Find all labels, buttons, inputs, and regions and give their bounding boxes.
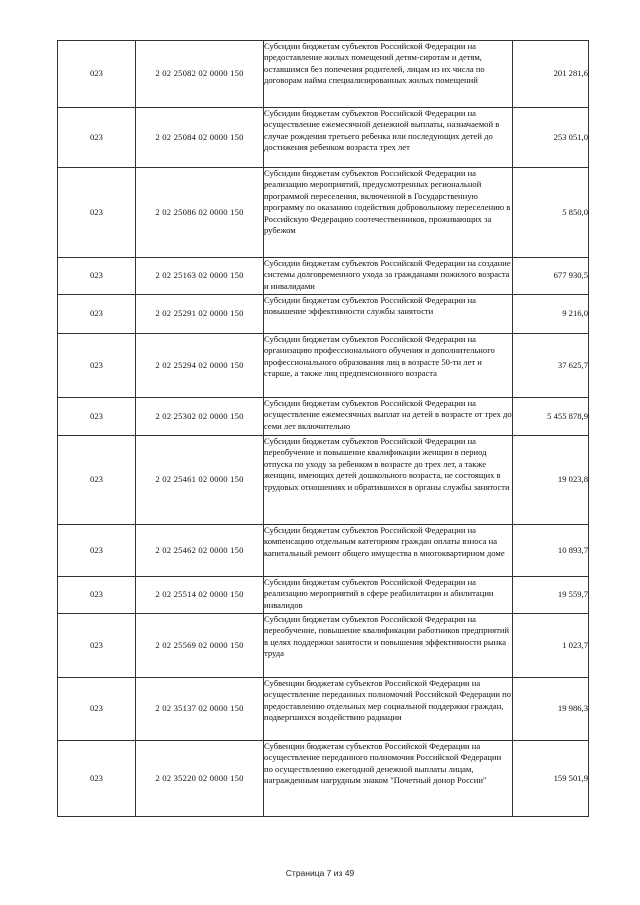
budget-code-cell: 2 02 25461 02 0000 150 (136, 436, 264, 525)
admin-code-cell: 023 (58, 334, 136, 398)
table-row (58, 614, 589, 678)
budget-code-cell: 2 02 25084 02 0000 150 (136, 108, 264, 168)
description-cell: Субсидии бюджетам субъектов Российской Федерации на предоставление жилых помещений детям-сиротам и детям, оставшимся без попечения родителей, лицам из их числа по договорам найма специализированных жилых помещений (264, 41, 513, 108)
amount-cell: 1 023,7 (513, 614, 589, 678)
amount-cell: 19 986,3 (513, 678, 589, 741)
amount-cell: 37 625,7 (513, 334, 589, 398)
table-row (58, 334, 589, 398)
table-row (58, 398, 589, 436)
amount-cell: 19 559,7 (513, 577, 589, 614)
amount-cell: 201 281,6 (513, 41, 589, 108)
revenue-table (57, 40, 589, 817)
amount-cell: 19 023,8 (513, 436, 589, 525)
budget-code-cell: 2 02 35220 02 0000 150 (136, 741, 264, 817)
description-cell: Субсидии бюджетам субъектов Российской Федерации на компенсацию отдельным категориям граждан оплаты взноса на капитальный ремонт общего имущества в многоквартирном доме (264, 525, 513, 577)
admin-code-cell: 023 (58, 741, 136, 817)
admin-code-cell: 023 (58, 614, 136, 678)
table-row (58, 108, 589, 168)
admin-code-cell: 023 (58, 577, 136, 614)
amount-cell: 253 051,0 (513, 108, 589, 168)
budget-code-cell: 2 02 25462 02 0000 150 (136, 525, 264, 577)
description-cell: Субсидии бюджетам субъектов Российской Федерации на переобучение, повышение квалификации работников предприятий в целях поддержки занятости и повышения эффективности рынка труда (264, 614, 513, 678)
amount-cell: 159 501,9 (513, 741, 589, 817)
budget-code-cell: 2 02 25086 02 0000 150 (136, 168, 264, 258)
description-cell: Субвенции бюджетам субъектов Российской Федерации на осуществление переданного полномочия Российской Федерации по осуществлению ежегодной денежной выплаты лицам, награжденным нагрудным знаком "Почетный донор России" (264, 741, 513, 817)
page-number: Страница 7 из 49 (285, 868, 355, 878)
admin-code-cell: 023 (58, 108, 136, 168)
admin-code-cell: 023 (58, 525, 136, 577)
description-cell: Субсидии бюджетам субъектов Российской Федерации на реализацию мероприятий, предусмотренных региональной программой переселения, включенной в Государственную программу по оказанию содействия добровольному переселению в Российскую Федерацию соотечественников, проживающих за рубежом (264, 168, 513, 258)
budget-code-cell: 2 02 25569 02 0000 150 (136, 614, 264, 678)
table-row (58, 741, 589, 817)
admin-code-cell: 023 (58, 678, 136, 741)
admin-code-cell: 023 (58, 258, 136, 295)
description-cell: Субвенции бюджетам субъектов Российской Федерации на осуществление переданных полномочий Российской Федерации по предоставлению отдельных мер социальной поддержки граждан, подвергшихся воздействию радиации (264, 678, 513, 741)
description-cell: Субсидии бюджетам субъектов Российской Федерации на организацию профессионального обучения и дополнительного профессионального образования лиц в возрасте 50-ти лет и старше, а также лиц предпенсионного возраста (264, 334, 513, 398)
table-row (58, 295, 589, 334)
table-row (58, 436, 589, 525)
admin-code-cell: 023 (58, 41, 136, 108)
description-cell: Субсидии бюджетам субъектов Российской Федерации на осуществление ежемесячных выплат на детей в возрасте от трех до семи лет включительно (264, 398, 513, 436)
table-row (58, 525, 589, 577)
budget-code-cell: 2 02 25082 02 0000 150 (136, 41, 264, 108)
table-row (58, 258, 589, 295)
description-cell: Субсидии бюджетам субъектов Российской Федерации на создание системы долговременного ухода за гражданами пожилого возраста и инвалидами (264, 258, 513, 295)
admin-code-cell: 023 (58, 168, 136, 258)
amount-cell: 5 850,0 (513, 168, 589, 258)
description-cell: Субсидии бюджетам субъектов Российской Федерации на реализацию мероприятий в сфере реабилитации и абилитации инвалидов (264, 577, 513, 614)
budget-code-cell: 2 02 25302 02 0000 150 (136, 398, 264, 436)
table-row (58, 168, 589, 258)
amount-cell: 677 930,5 (513, 258, 589, 295)
table-row (58, 678, 589, 741)
budget-code-cell: 2 02 25294 02 0000 150 (136, 334, 264, 398)
amount-cell: 10 893,7 (513, 525, 589, 577)
admin-code-cell: 023 (58, 436, 136, 525)
budget-code-cell: 2 02 25514 02 0000 150 (136, 577, 264, 614)
table-body (58, 41, 589, 817)
budget-code-cell: 2 02 35137 02 0000 150 (136, 678, 264, 741)
description-cell: Субсидии бюджетам субъектов Российской Федерации на переобучение и повышение квалификации женщин в период отпуска по уходу за ребенком в возрасте до трех лет, а также женщин, имеющих детей дошкольного возраста, не состоящих в трудовых отношениях и обратившихся в органы службы занятости (264, 436, 513, 525)
description-cell: Субсидии бюджетам субъектов Российской Федерации на повышение эффективности службы занятости (264, 295, 513, 334)
budget-code-cell: 2 02 25291 02 0000 150 (136, 295, 264, 334)
table-row (58, 577, 589, 614)
amount-cell: 9 216,0 (513, 295, 589, 334)
admin-code-cell: 023 (58, 398, 136, 436)
amount-cell: 5 455 878,9 (513, 398, 589, 436)
description-cell: Субсидии бюджетам субъектов Российской Федерации на осуществление ежемесячной денежной выплаты, назначаемой в случае рождения третьего ребенка или последующих детей до достижения ребенком возраста трех лет (264, 108, 513, 168)
admin-code-cell: 023 (58, 295, 136, 334)
table-row (58, 41, 589, 108)
budget-code-cell: 2 02 25163 02 0000 150 (136, 258, 264, 295)
